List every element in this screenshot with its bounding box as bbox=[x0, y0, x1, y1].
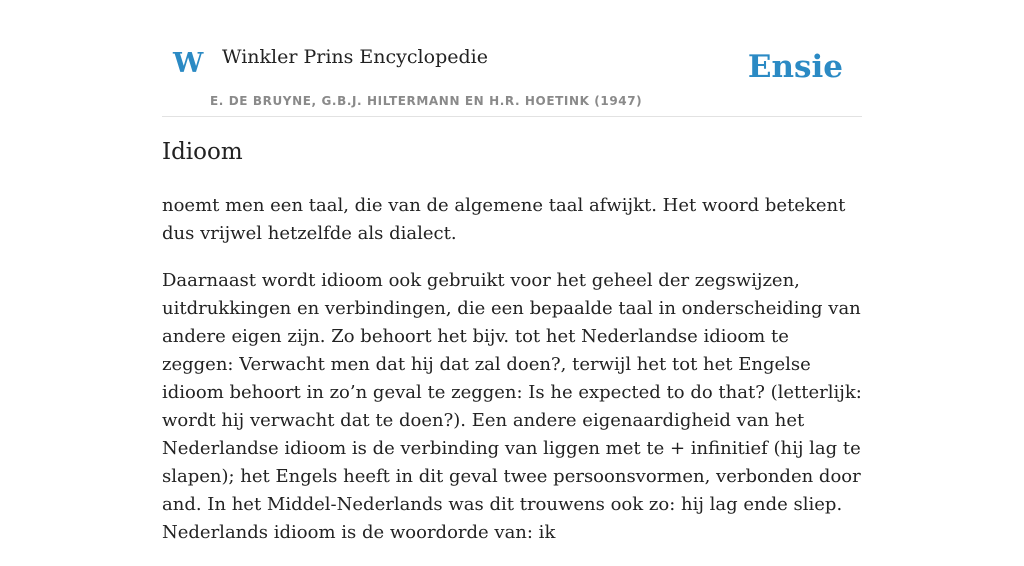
entry-paragraph: Daarnaast wordt idioom ook gebruikt voor het geheel der zegswijzen, uitdrukkingen en verbindingen, die een bepaalde taal in onderscheiding van andere eigen zijn. Zo behoort het bijv. tot het Nederlandse idioom te zeggen: Verwacht men dat hij dat zal doen?, terwijl het tot het Engelse idioom behoort in zo’n geval te zeggen: Is he expected to do that? (letterlijk: wordt hij verwacht dat te doen?). Een andere eigenaardigheid van het Nederlandse idioom is de verbinding van liggen met te + infinitief (hij lag te slapen); het Engels heeft in dit geval twee persoonsvormen, verbonden door and. In het Middel-Nederlands was dit trouwens ook zo: hij lag ende sliep. Nederlands idioom is de woordorde van: ik bbox=[162, 270, 862, 543]
entry-paragraph: noemt men een taal, die van de algemene taal afwijkt. Het woord betekent dus vrijwel hetzelfde als dialect. bbox=[162, 195, 846, 244]
book-authors: E. DE BRUYNE, G.B.J. HILTERMANN EN H.R. HOETINK (1947) bbox=[210, 94, 643, 108]
entry-title: Idioom bbox=[162, 139, 243, 165]
ensie-logo-link[interactable]: Ensie bbox=[747, 49, 843, 85]
entry-content bbox=[162, 192, 862, 566]
book-logo-icon[interactable]: W bbox=[173, 48, 204, 79]
book-header bbox=[162, 0, 862, 117]
book-title[interactable]: Winkler Prins Encyclopedie bbox=[222, 46, 488, 68]
